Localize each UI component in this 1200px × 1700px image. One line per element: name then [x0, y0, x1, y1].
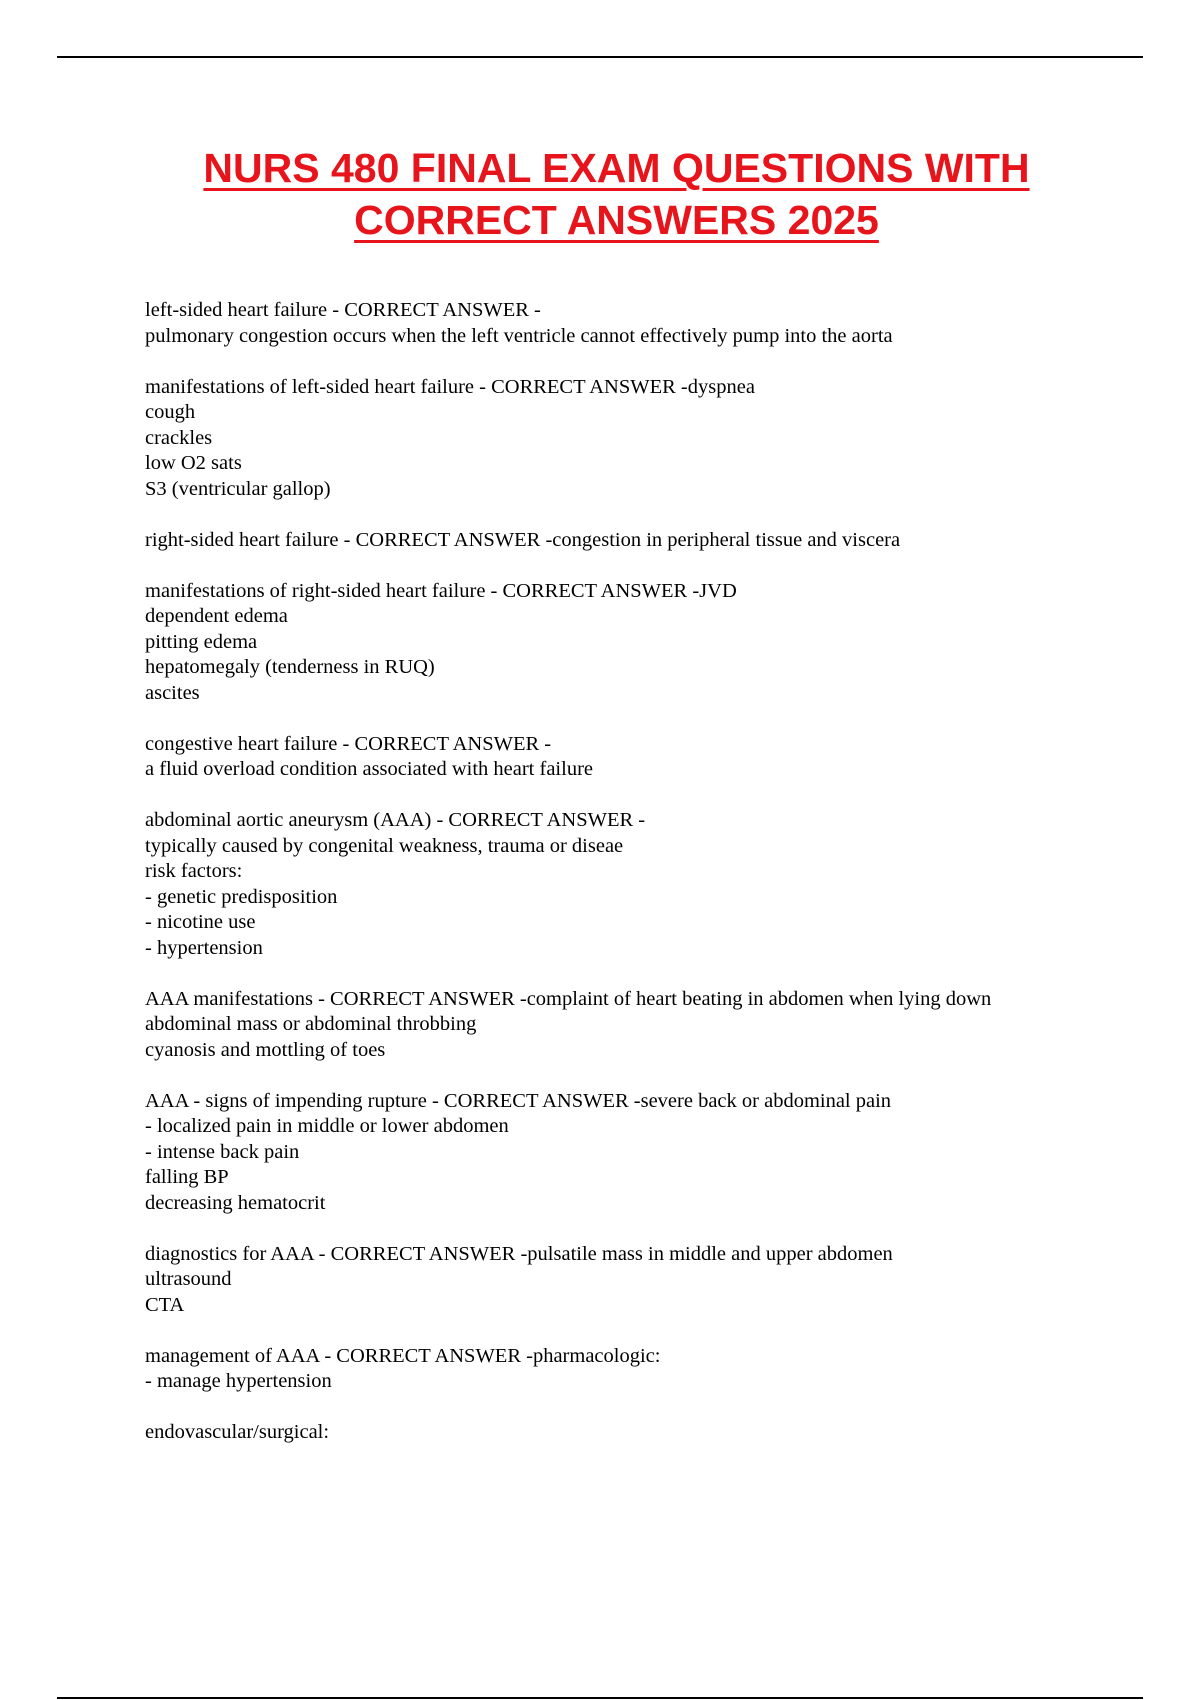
qa-question-line: AAA - signs of impending rupture - CORRECT ANSWER -severe back or abdominal pain: [145, 1089, 892, 1112]
qa-question-line: right-sided heart failure - CORRECT ANSWER -congestion in peripheral tissue and viscera: [145, 528, 901, 551]
qa-question-line: endovascular/surgical:: [145, 1421, 330, 1443]
qa-answer-line: cough: [145, 401, 196, 423]
qa-answer-line: CTA: [145, 1293, 185, 1316]
qa-entry: [145, 1089, 1135, 1217]
qa-entry: [145, 298, 1135, 349]
qa-entry: [145, 732, 1135, 783]
qa-answer-line: ascites: [145, 681, 200, 704]
qa-answer-line: decreasing hematocrit: [145, 1191, 326, 1214]
qa-question-line: congestive heart failure - CORRECT ANSWER -: [145, 732, 552, 755]
qa-answer-line: - genetic predisposition: [145, 885, 338, 908]
qa-answer-line: - hypertension: [145, 936, 263, 959]
qa-answer-line: - localized pain in middle or lower abdomen: [145, 1115, 509, 1137]
qa-answer-line: dependent edema: [145, 605, 288, 627]
qa-answer-line: falling BP: [145, 1166, 229, 1188]
qa-question-line: management of AAA - CORRECT ANSWER -pharmacologic:: [145, 1344, 661, 1367]
title-line-2: CORRECT ANSWERS 2025: [354, 197, 879, 243]
qa-answer-line: ultrasound: [145, 1268, 232, 1290]
bottom-divider: [57, 1697, 1143, 1699]
qa-entry: [145, 1344, 1135, 1395]
qa-entry: [145, 808, 1135, 961]
qa-question-line: manifestations of left-sided heart failure - CORRECT ANSWER -dyspnea: [145, 375, 755, 398]
qa-answer-line: pitting edema: [145, 630, 258, 653]
qa-question-line: manifestations of right-sided heart failure - CORRECT ANSWER -JVD: [145, 579, 737, 602]
qa-entry: [145, 528, 1135, 554]
document-title: [100, 142, 1133, 246]
title-line-1: NURS 480 FINAL EXAM QUESTIONS WITH: [203, 145, 1030, 191]
qa-answer-line: - intense back pain: [145, 1140, 300, 1163]
qa-answer-line: low O2 sats: [145, 452, 242, 474]
qa-answer-line: pulmonary congestion occurs when the left ventricle cannot effectively pump into the aorta: [145, 324, 893, 347]
qa-entry: [145, 579, 1135, 707]
top-divider: [57, 56, 1143, 58]
qa-question-line: abdominal aortic aneurysm (AAA) - CORRECT ANSWER -: [145, 809, 646, 831]
qa-question-line: diagnostics for AAA - CORRECT ANSWER -pulsatile mass in middle and upper abdomen: [145, 1242, 893, 1265]
qa-answer-line: crackles: [145, 426, 213, 449]
qa-question-line: left-sided heart failure - CORRECT ANSWER -: [145, 299, 541, 321]
qa-entry: [145, 375, 1135, 503]
qa-answer-line: hepatomegaly (tenderness in RUQ): [145, 656, 435, 678]
qa-answer-line: a fluid overload condition associated with heart failure: [145, 758, 593, 780]
qa-answer-line: - nicotine use: [145, 911, 256, 933]
qa-answer-line: risk factors:: [145, 860, 243, 882]
qa-entry: [145, 987, 1135, 1064]
qa-answer-line: typically caused by congenital weakness, trauma or diseae: [145, 834, 624, 857]
qa-answer-line: S3 (ventricular gallop): [145, 477, 331, 500]
qa-answer-line: - manage hypertension: [145, 1370, 332, 1392]
qa-question-line: AAA manifestations - CORRECT ANSWER -complaint of heart beating in abdomen when lying down: [145, 987, 992, 1010]
qa-entry: [145, 1420, 1135, 1446]
qa-answer-line: cyanosis and mottling of toes: [145, 1038, 386, 1061]
qa-answer-line: abdominal mass or abdominal throbbing: [145, 1013, 477, 1035]
qa-entry: [145, 1242, 1135, 1319]
qa-content: [145, 298, 1135, 1471]
